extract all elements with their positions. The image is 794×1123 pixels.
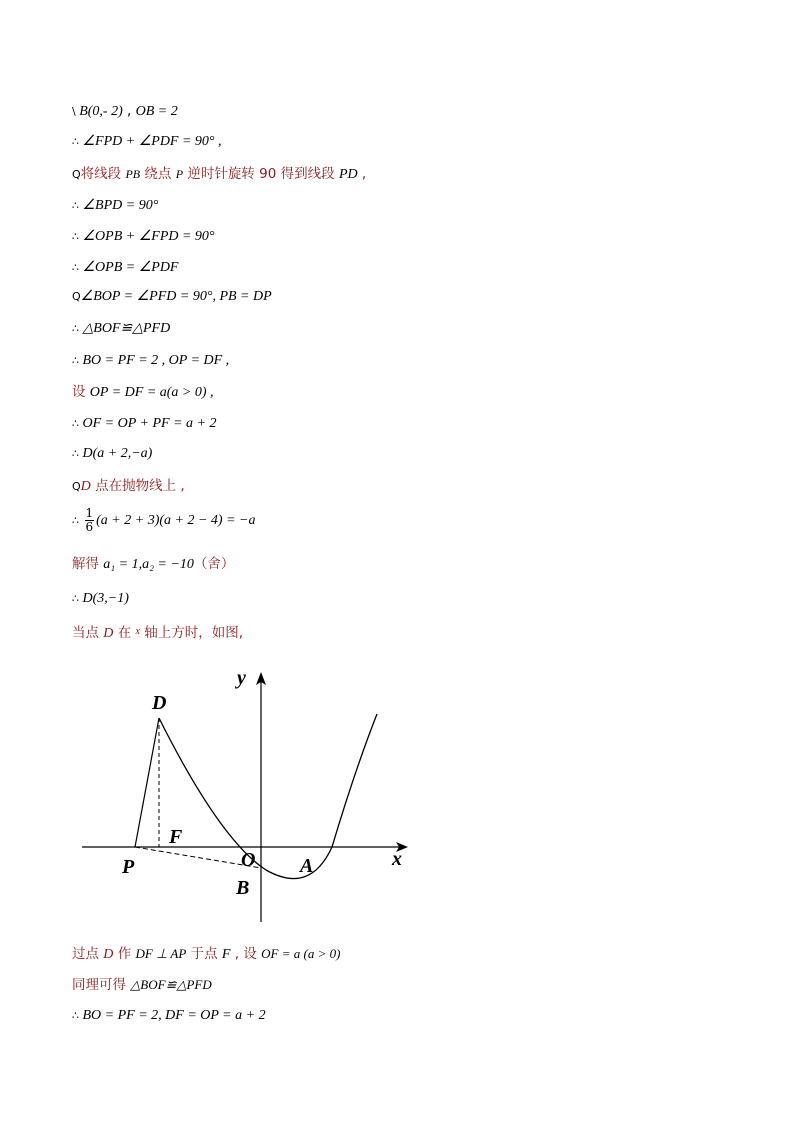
solution-line-2: ∴ ∠FPD + ∠PDF = 90° ,	[72, 134, 222, 149]
solution-line-11: ∴ OF = OP + PF = a + 2	[72, 416, 217, 431]
solution-line-12: ∴ D(a + 2,−a)	[72, 446, 153, 461]
fraction: $\frac{1}{6}$	[85, 506, 94, 534]
solution-line-5: ∴ ∠OPB + ∠FPD = 90°	[72, 229, 215, 244]
solution-line-6: ∴ ∠OPB = ∠PDF	[72, 260, 179, 275]
label-P: P	[122, 856, 135, 878]
parabola-figure	[70, 660, 420, 930]
label-F: F	[169, 826, 183, 848]
solution-line-16: ∴ D(3,−1)	[72, 591, 129, 606]
solution-line-20: ∴ BO = PF = 2, DF = OP = a + 2	[72, 1008, 266, 1023]
solution-line-18: 过点 D 作 DF ⊥ AP 于点 F , 设 OF = a (a > 0)	[72, 946, 341, 962]
label-O: O	[241, 849, 256, 871]
solution-line-4: ∴ ∠BPD = 90°	[72, 198, 159, 213]
label-A: A	[300, 855, 314, 877]
solution-line-3: Q将线段 PB 绕点 P 逆时针旋转 90 得到线段 PD ,	[72, 166, 367, 182]
solution-line-8: ∴ △BOF≌△PFD	[72, 321, 171, 336]
solution-line-13: QD 点在抛物线上 ,	[72, 478, 185, 494]
solution-line-17: 当点 D 在 $^x$ 轴上方时，如图,	[72, 625, 244, 641]
solution-line-1: \ B(0,- 2) , OB = 2	[72, 103, 178, 119]
label-B: B	[236, 877, 250, 899]
solution-line-10: 设 OP = DF = a(a > 0) ,	[72, 384, 214, 400]
solution-line-14: ∴ $\frac{1}{6}$ (a + 2 + 3)(a + 2 − 4) = −a	[72, 506, 256, 534]
parabola-curve	[159, 714, 377, 879]
solution-line-7: Q∠BOP = ∠PFD = 90°, PB = DP	[72, 289, 272, 304]
label-D: D	[152, 692, 167, 714]
solution-line-15: 解得 a₁ = 1,a₂ = −10（舍）	[72, 556, 235, 572]
label-x: x	[392, 848, 402, 870]
label-y: y	[237, 667, 246, 689]
solution-line-9: ∴ BO = PF = 2 , OP = DF ,	[72, 353, 230, 368]
solution-line-19: 同理可得 △BOF≌△PFD	[72, 977, 212, 993]
segment-PD	[135, 718, 159, 847]
